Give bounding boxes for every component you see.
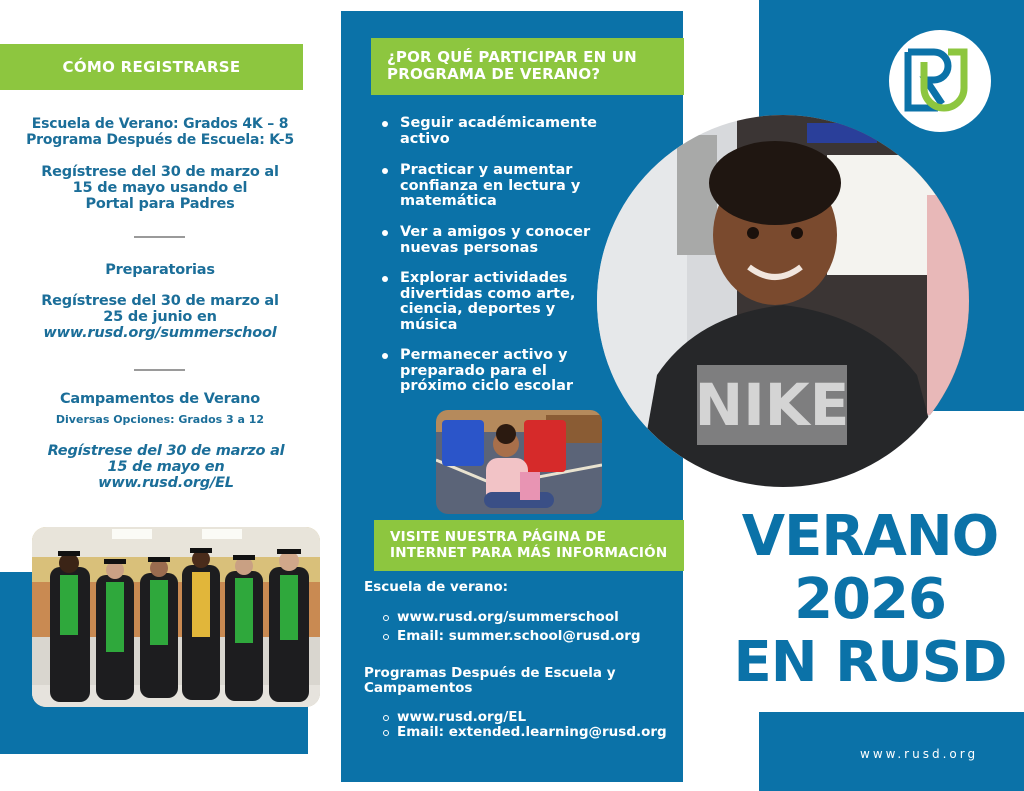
high-school-registration <box>0 293 320 341</box>
contact-item <box>397 610 687 625</box>
reason-text: nuevas personas <box>400 239 539 256</box>
reason-text: matemática <box>400 193 497 209</box>
registration-dates-line: 15 de mayo usando el <box>72 180 248 196</box>
graduates-photo <box>32 527 320 707</box>
summerschool-website-link[interactable]: www.rusd.org/summerschool <box>397 609 619 625</box>
summer-school-registration <box>0 164 320 212</box>
bullet-icon <box>382 276 388 282</box>
graduates-image <box>32 527 320 707</box>
bullet-icon <box>382 121 388 127</box>
bullet-icon <box>382 168 388 174</box>
how-to-register-header <box>0 44 303 90</box>
high-school-title-text: Preparatorias <box>105 262 215 278</box>
visit-website-title-line: VISITE NUESTRA PÁGINA DE <box>390 529 607 545</box>
contact-heading-text: Campamentos <box>364 680 473 696</box>
rusd-logo <box>889 30 991 132</box>
circle-bullet-icon <box>383 634 389 640</box>
summer-camps-registration <box>6 443 326 491</box>
registration-dates-line: 15 de mayo en <box>107 459 225 475</box>
title-line-en-rusd: EN RUSD <box>733 630 1007 695</box>
girl-reading-photo <box>436 410 602 514</box>
why-participate-title-line: ¿POR QUÉ PARTICIPAR EN UN <box>387 48 637 66</box>
reason-item <box>380 116 680 147</box>
reason-text: Practicar y aumentar <box>400 162 573 178</box>
reason-text: preparado para el <box>400 362 547 379</box>
parent-portal-line: Portal para Padres <box>85 196 235 212</box>
extended-learning-email-link[interactable]: Email: extended.learning@rusd.org <box>397 724 667 740</box>
title-line-year: 2026 <box>794 567 946 632</box>
high-school-title <box>0 262 320 278</box>
summer-camps-title-text: Campamentos de Verano <box>59 391 261 407</box>
how-to-register-title: CÓMO REGISTRARSE <box>62 58 241 76</box>
circle-bullet-icon <box>383 615 389 621</box>
summer-title <box>720 505 1020 694</box>
registration-dates-line: Regístrese del 30 de marzo al <box>41 293 279 309</box>
after-school-grades-line: Programa Después de Escuela: K-5 <box>26 132 294 148</box>
footer-website-link[interactable]: www.rusd.org <box>860 747 979 761</box>
contact-heading-text: Programas Después de Escuela y <box>364 665 616 681</box>
summer-school-grades-line: Escuela de Verano: Grados 4K – 8 <box>31 116 289 132</box>
why-participate-title-line: PROGRAMA DE VERANO? <box>387 65 601 83</box>
summer-school-grades <box>0 116 320 148</box>
summerschool-link[interactable]: www.rusd.org/summerschool <box>43 325 277 341</box>
reason-text: confianza en lectura y <box>400 177 581 194</box>
visit-website-header <box>374 520 684 571</box>
contact-heading-text: Escuela de verano: <box>364 579 508 595</box>
bullet-icon <box>382 230 388 236</box>
reason-text: próximo ciclo escolar <box>400 378 574 394</box>
contact-item <box>397 710 687 725</box>
el-link[interactable]: www.rusd.org/EL <box>98 475 234 491</box>
registration-dates-line: 25 de junio en <box>103 309 217 325</box>
boy-image <box>597 115 969 487</box>
rusd-logo-icon <box>904 48 976 114</box>
el-website-link[interactable]: www.rusd.org/EL <box>397 709 527 725</box>
reason-text: música <box>400 316 458 333</box>
contact-item <box>397 629 687 644</box>
summer-camps-subtitle <box>0 413 320 427</box>
contact-item <box>397 725 687 740</box>
reason-text: Permanecer activo y <box>400 347 568 363</box>
after-school-contact-heading <box>364 666 664 696</box>
title-line-verano: VERANO <box>741 504 999 569</box>
visit-website-title-line: INTERNET PARA MÁS INFORMACIÓN <box>390 545 668 561</box>
summer-camps-title <box>0 391 320 407</box>
boy-photo <box>597 115 969 487</box>
summer-camps-grades: Diversas Opciones: Grados 3 a 12 <box>55 413 265 426</box>
summerschool-email-link[interactable]: Email: summer.school@rusd.org <box>397 628 641 644</box>
registration-dates-line: Regístrese del 30 de marzo al <box>47 443 285 459</box>
reason-text: ciencia, deportes y <box>400 301 556 317</box>
reason-text: Ver a amigos y conocer <box>400 224 591 240</box>
reason-text: Explorar actividades <box>400 270 568 286</box>
shirt-logo: NIKE <box>694 371 850 439</box>
section-divider <box>134 369 185 371</box>
circle-bullet-icon <box>383 715 389 721</box>
summer-school-contact-heading <box>364 580 664 595</box>
circle-bullet-icon <box>383 730 389 736</box>
bullet-icon <box>382 353 388 359</box>
registration-dates-line: Regístrese del 30 de marzo al <box>41 164 279 180</box>
girl-reading-image <box>436 410 602 514</box>
section-divider <box>134 236 185 238</box>
reason-text: activo <box>400 130 450 147</box>
reason-text: Seguir académicamente <box>400 115 598 131</box>
reason-text: divertidas como arte, <box>400 285 576 302</box>
